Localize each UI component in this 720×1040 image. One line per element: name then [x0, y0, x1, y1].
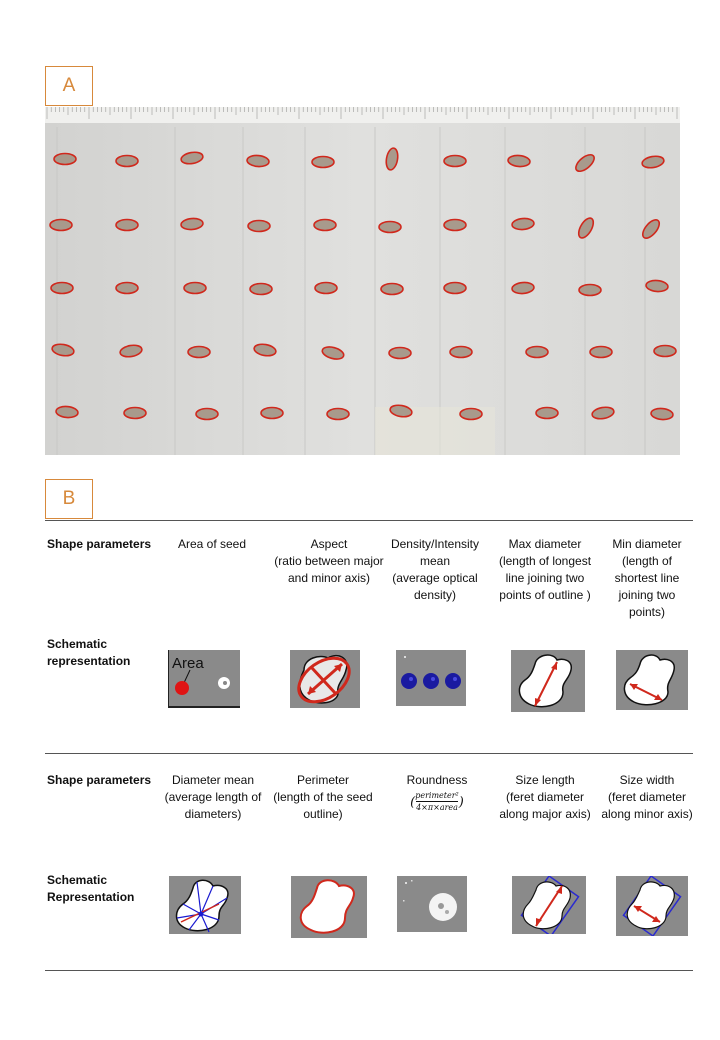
schematic-size-width — [616, 876, 688, 936]
row2-shape-parameters-header: Shape parameters — [47, 773, 152, 787]
seed-3-4 — [250, 284, 272, 295]
panel-label-b: B — [45, 479, 93, 519]
seed-3-6 — [381, 284, 403, 295]
seed-5-3 — [196, 409, 218, 420]
param-perimeter: Perimeter (length of the seed outline) — [273, 773, 373, 821]
schematic-density — [396, 650, 466, 706]
seed-1-1 — [54, 154, 76, 165]
seed-5-2 — [124, 408, 146, 419]
table-middle-rule — [45, 753, 693, 754]
seed-5-8 — [536, 408, 558, 419]
seed-3-5 — [315, 283, 337, 294]
seed-4-10 — [654, 346, 676, 357]
schematic-aspect — [290, 650, 360, 708]
seed-3-3 — [184, 283, 206, 294]
seed-1-5 — [312, 157, 334, 168]
schematic-roundness — [397, 876, 467, 932]
seed-2-1 — [50, 220, 72, 231]
seed-2-5 — [314, 220, 336, 231]
schematic-diameter-mean — [169, 876, 241, 934]
schematic-min-diameter — [616, 650, 688, 710]
seed-4-9 — [590, 347, 612, 358]
schematic-perimeter — [291, 876, 367, 938]
table-top-rule — [45, 520, 693, 521]
seed-5-4 — [261, 408, 283, 419]
seed-4-6 — [389, 348, 411, 359]
row1-schematic-header: Schematic representation — [47, 637, 131, 668]
seed-2-4 — [248, 221, 270, 232]
seed-3-1 — [51, 283, 73, 294]
schematic-max-diameter — [511, 650, 585, 712]
seed-5-7 — [460, 409, 482, 420]
roundness-formula: ( perimeter² 4×π×area ) — [410, 791, 464, 812]
seed-1-7 — [444, 156, 466, 167]
param-min-diameter: Min diameter (length of shortest line joining two points) — [612, 537, 682, 619]
seed-3-7 — [444, 283, 466, 294]
seed-2-2 — [116, 220, 138, 231]
table-bottom-rule — [45, 970, 693, 971]
param-density-intensity-mean: Density/Intensity mean (average optical density) — [390, 537, 480, 602]
param-diameter-mean: Diameter mean (average length of diameters) — [164, 773, 262, 821]
seed-4-3 — [188, 347, 210, 358]
schematic-size-length — [512, 876, 586, 934]
param-area-of-seed: Area of seed — [177, 537, 247, 551]
panel-label-a: A — [45, 66, 93, 106]
seed-2-6 — [379, 222, 401, 233]
seed-3-2 — [116, 283, 138, 294]
param-roundness: Roundness ( perimeter² 4×π×area ) — [392, 772, 482, 813]
param-max-diameter: Max diameter (length of longest line joining two points of outline ) — [498, 537, 592, 602]
area-caption: Area — [172, 655, 204, 672]
seed-5-5 — [327, 409, 349, 420]
seed-scan-image — [45, 107, 680, 455]
seed-4-8 — [526, 347, 548, 358]
seed-3-9 — [579, 285, 601, 296]
schematic-area — [168, 650, 240, 708]
row2-schematic-header: Schematic Representation — [47, 873, 135, 904]
param-size-width: Size width (feret diameter along minor axis) — [601, 773, 693, 821]
seed-1-2 — [116, 156, 138, 167]
seed-4-7 — [450, 347, 472, 358]
row1-shape-parameters-header: Shape parameters — [47, 537, 152, 551]
param-size-length: Size length (feret diameter along major axis) — [499, 773, 591, 821]
param-aspect: Aspect (ratio between major and minor axis) — [274, 537, 384, 585]
seed-2-7 — [444, 220, 466, 231]
